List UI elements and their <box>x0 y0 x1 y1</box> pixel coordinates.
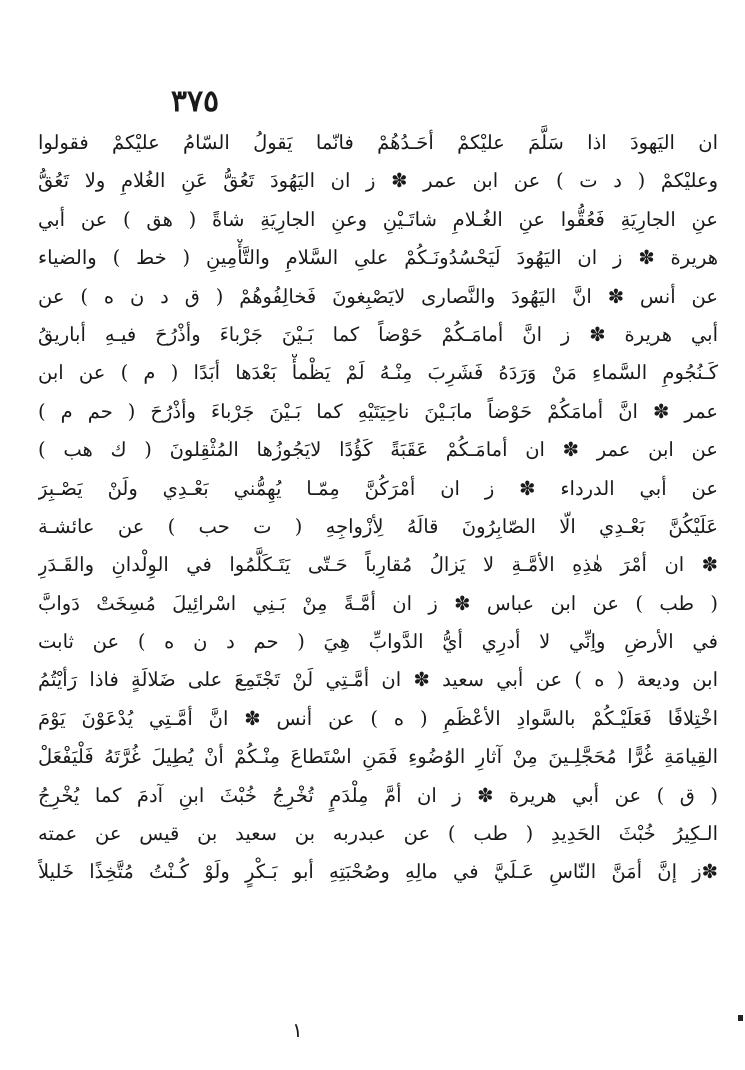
text-line: هريرة ✽ ز ان اليَهُودَ لَيَحْسُدُونَـكُمْ علىِ السَّلامِ والتَّأْمِينِ ( خط ) والضياء <box>38 246 718 270</box>
text-line: عن أنس ✽ انَّ اليَهُودَ والنَّصارى لايَصْبِغونَ فَخالِفُوهُمْ ( ق د ن ه ) عن <box>38 284 718 308</box>
hadith-text-body <box>38 124 718 892</box>
text-line: عن ابن عمر ✽ ان أمامَـكُمْ عَقَبَةً كَؤُدًا لايَجُوزُها المُثْقِلونَ ( ك هب ) <box>38 438 718 462</box>
page-number: ٣٧٥ <box>170 84 220 119</box>
scan-edge-mark <box>738 1015 743 1021</box>
text-line: اخْتِلافًا فَعَلَيْـكُمْ بالسَّوادِ الأعْظَمِ ( ه ) عن أنس ✽ انَّ أمَّـتِي يُدْعَوْنَ يَوْمَ <box>38 706 718 730</box>
text-line: في الأرضِ واِنِّي لا أدرِي أيُّ الدَّوابِّ هِيَ ( حم د ن ه ) عن ثابت <box>38 630 718 654</box>
text-line: ( ق ) عن أبي هريرة ✽ ز ان أمَّ مِلْدَمٍ تُخْرِجُ خُبْثَ ابنِ آدمَ كما يُخْرِجُ <box>38 783 718 807</box>
text-line: ان اليَهودَ اذا سَلَّمَ عليْكمْ أحَـدُهُمْ فانّما يَقولُ السّامُ عليْكمْ فقولوا <box>38 131 718 154</box>
text-line: أبي هريرة ✽ ز انَّ أمامَـكُمْ حَوْضاً كما بَـيْنَ جَرْباءَ وأذْرُحَ فيـهِ أباريقُ <box>38 322 718 346</box>
text-line: وعليْكمْ ( د ت ) عن ابن عمر ✽ ز ان اليَهُودَ تَعُقُّ عَنِ الغُلامِ ولا تَعُقُّ <box>38 169 718 193</box>
text-line: عمر ✽ انَّ أمامَكُمْ حَوْضاً مابَـيْنَ ناحِيَتَيْهِ كما بَـيْنَ جَرْباءَ وأذْرُحَ ( حم م ) <box>38 399 718 423</box>
text-line: ✽ز إنَّ أمَنَّ النّاسِ عَـلَيَّ في مالِهِ وصُحْبَتِهِ أبو بَـكْرٍ ولَوْ كُـنْتُ مُتَّخِذًا خَليلاً <box>38 860 718 884</box>
text-line: القِيامَةِ غُرًّا مُحَجَّلِـينَ مِنْ آثارِ الوُضُوءِ فَمَنِ اسْتَطاعَ مِنْـكُمْ أنْ يُطِيلَ غُرَّتَهُ فَلْيَفْعَلْ <box>38 745 718 769</box>
text-line: كَـنُجُومِ السَّماءِ مَنْ وَرَدَهُ فَشَرِبَ مِنْـهُ لَمْ يَظْمأْ بَعْدَها أبَدًا ( م ) عن ابن <box>38 361 718 385</box>
text-line: الـكِيرُ خُبْثَ الحَدِيدِ ( طب ) عن عبدربه بن سعيد بن قيس عن عمته <box>38 822 718 846</box>
text-line: عَلَيْكُنَّ بَعْـدِي الّا الصّابِرُونَ قالَهُ لِأزْواجِهِ ( ت حب ) عن عائشـة <box>38 514 718 538</box>
text-line: عنِ الجارِيَةِ فَعُقُّوا عنِ الغُـلامِ شاتَـيْنِ وعنِ الجارِيَةِ شاةً ( هق ) عن أبي <box>38 207 718 231</box>
text-line: ( طب ) عن ابن عباس ✽ ز ان أمَّـةً مِنْ بَـنِي اسْرائِيلَ مُسِخَتْ دَوابَّ <box>38 591 718 615</box>
text-line: ✽ ان أمْرَ هٰذِهِ الأمَّـةِ لا يَزالُ مُقارِباً حَـتّى يَتَـكَلَّمُوا في الوِلْدانِ والقَـدَرِ <box>38 553 718 577</box>
text-line: ابن وديعة ( ه ) عن أبي سعيد ✽ ان أمَّـتِي لَنْ تَجْتَمِعَ على ضَلالَةٍ فاذا رَأيْتُمُ <box>38 668 718 692</box>
text-line: عن أبي الدرداء ✽ ز ان أمْرَكُنَّ مِمّـا يُهِمُّني بَعْـدِي ولَنْ يَصْـبِرَ <box>38 476 718 500</box>
footer-mark: ١ <box>292 1018 303 1042</box>
